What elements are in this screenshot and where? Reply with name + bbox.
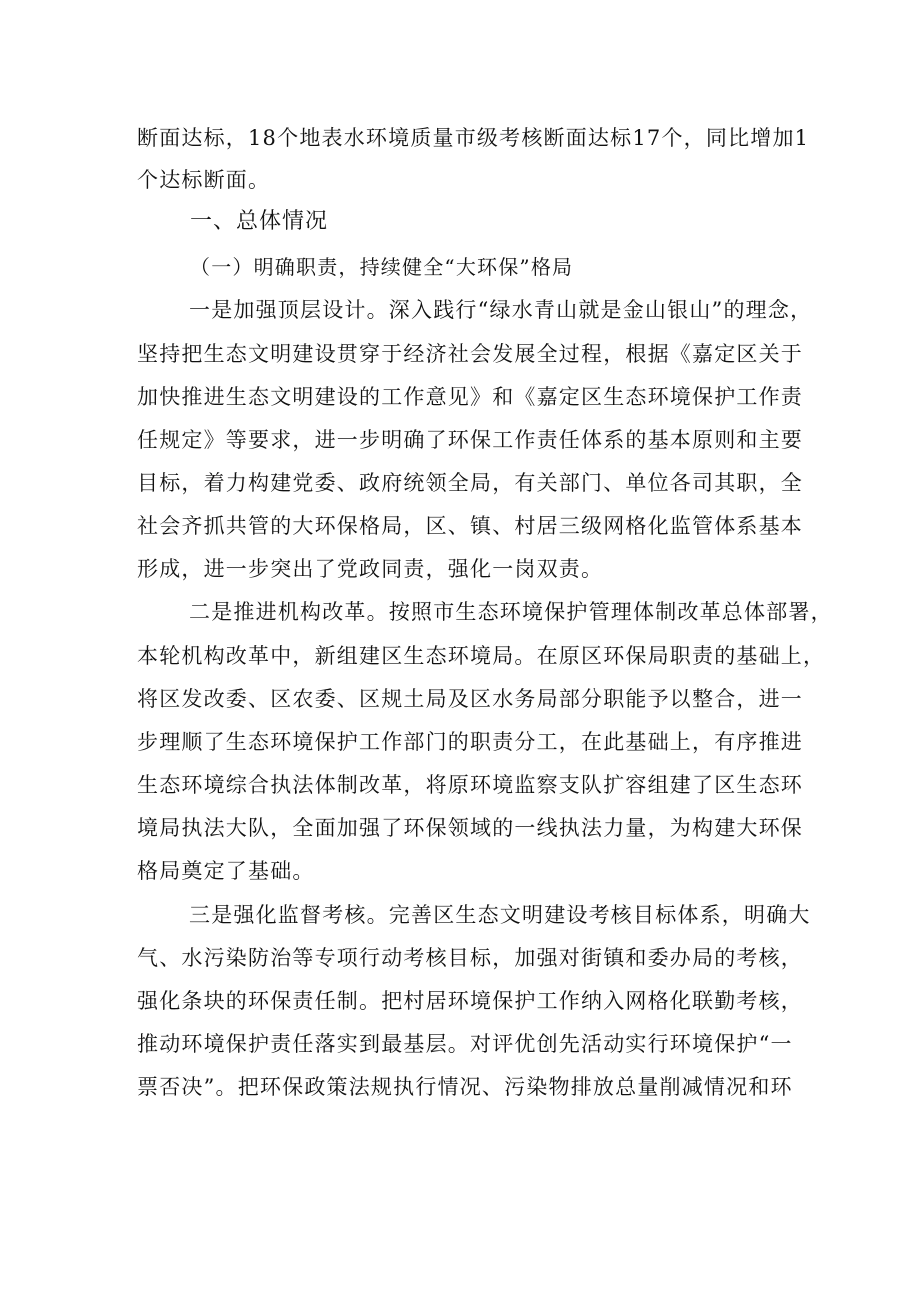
body-line: 目标，着力构建党委、政府统领全局，有关部门、单位各司其职，全: [137, 471, 803, 495]
body-line: 坚持把生态文明建设贯穿于经济社会发展全过程，根据《嘉定区关于: [137, 342, 803, 366]
body-line: 格局奠定了基础。: [137, 859, 315, 883]
body-line: 生态环境综合执法体制改革，将原环境监察支队扩容组建了区生态环: [137, 773, 803, 797]
body-line: 断面达标，18个地表水环境质量市级考核断面达标17个，同比增加1: [137, 126, 810, 150]
body-line: 社会齐抓共管的大环保格局，区、镇、村居三级网格化监管体系基本: [137, 514, 803, 538]
body-line: 气、水污染防治等专项行动考核目标，加强对街镇和委办局的考核，: [137, 946, 803, 970]
body-line: 强化条块的环保责任制。把村居环境保护工作纳入网格化联勤考核，: [137, 989, 803, 1013]
body-line: 步理顺了生态环境保护工作部门的职责分工，在此基础上，有序推进: [137, 730, 803, 754]
body-line: 任规定》等要求，进一步明确了环保工作责任体系的基本原则和主要: [137, 428, 803, 452]
body-line: 二是推进机构改革。按照市生态环境保护管理体制改革总体部署，: [189, 600, 833, 624]
body-line: 本轮机构改革中，新组建区生态环境局。在原区环保局职责的基础上，: [137, 644, 826, 668]
body-line: 境局执法大队，全面加强了环保领域的一线执法力量，为构建大环保: [137, 816, 803, 840]
body-line: 形成，进一步突出了党政同责，强化一岗双责。: [137, 557, 604, 581]
body-line: 加快推进生态文明建设的工作意见》和《嘉定区生态环境保护工作责: [137, 385, 803, 409]
subsection-heading: （一）明确职责，持续健全“大环保”格局: [190, 255, 574, 279]
body-line: 票否决”。把环保政策法规执行情况、污染物排放总量削减情况和环: [137, 1075, 793, 1099]
body-line: 个达标断面。: [137, 168, 271, 192]
body-line: 推动环境保护责任落实到最基层。对评优创先活动实行环境保护“一: [137, 1032, 793, 1056]
body-line: 三是强化监督考核。完善区生态文明建设考核目标体系，明确大: [189, 903, 811, 927]
body-line: 一是加强顶层设计。深入践行“绿水青山就是金山银山”的理念，: [189, 298, 813, 322]
section-heading: 一、总体情况: [190, 209, 329, 234]
body-line: 将区发改委、区农委、区规土局及区水务局部分职能予以整合，进一: [137, 687, 803, 711]
